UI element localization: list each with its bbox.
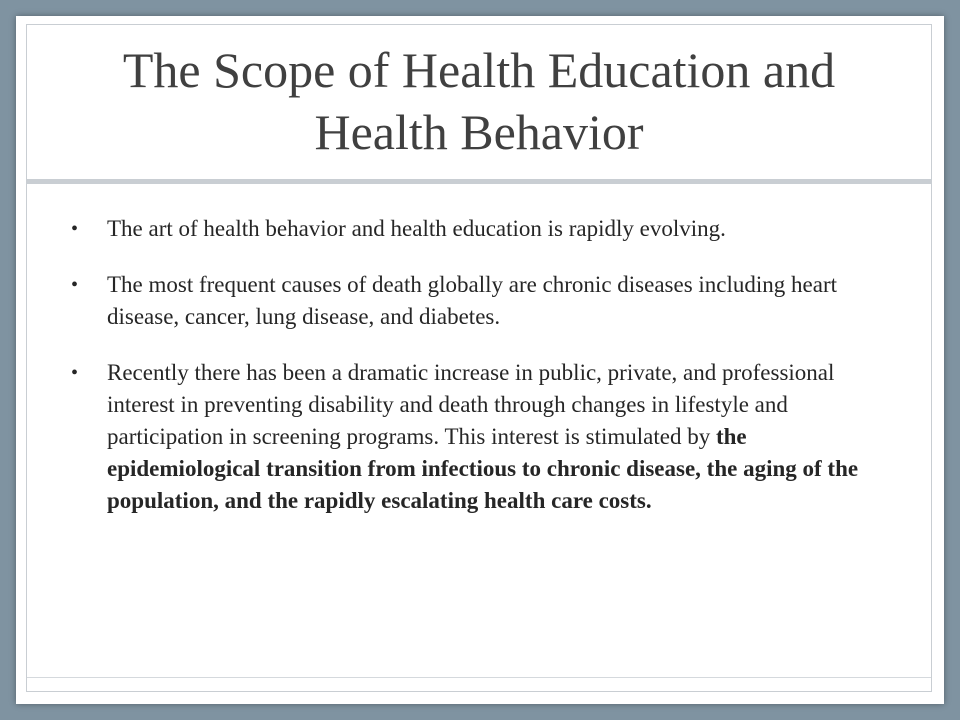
slide-frame [26,24,932,692]
bullet-icon: • [71,218,79,240]
bullet-bold-text: the epidemiological transition from infectious to chronic disease, the aging of the population, and the rapidly escalating health care costs. [107,424,859,513]
bullet-list [67,213,897,541]
slide-title: The Scope of Health Education and Health Behavior [122,42,836,160]
bullet-icon: • [71,274,79,296]
footer-divider [27,677,931,678]
title-divider [27,179,931,184]
bullet-text: The art of health behavior and health education is rapidly evolving. [107,216,726,241]
title-area [27,25,931,177]
slide [16,16,944,704]
bullet-item [67,357,897,517]
bullet-item [67,269,897,333]
bullet-icon: • [71,362,79,384]
bullet-text: Recently there has been a dramatic increase in public, private, and professional interest in preventing disability and death through changes in lifestyle and participation in screening programs. This interest is stimulated by [107,360,835,449]
bullet-text: The most frequent causes of death globally are chronic diseases including heart disease, cancer, lung disease, and diabetes. [107,272,837,329]
bullet-item [67,213,897,245]
